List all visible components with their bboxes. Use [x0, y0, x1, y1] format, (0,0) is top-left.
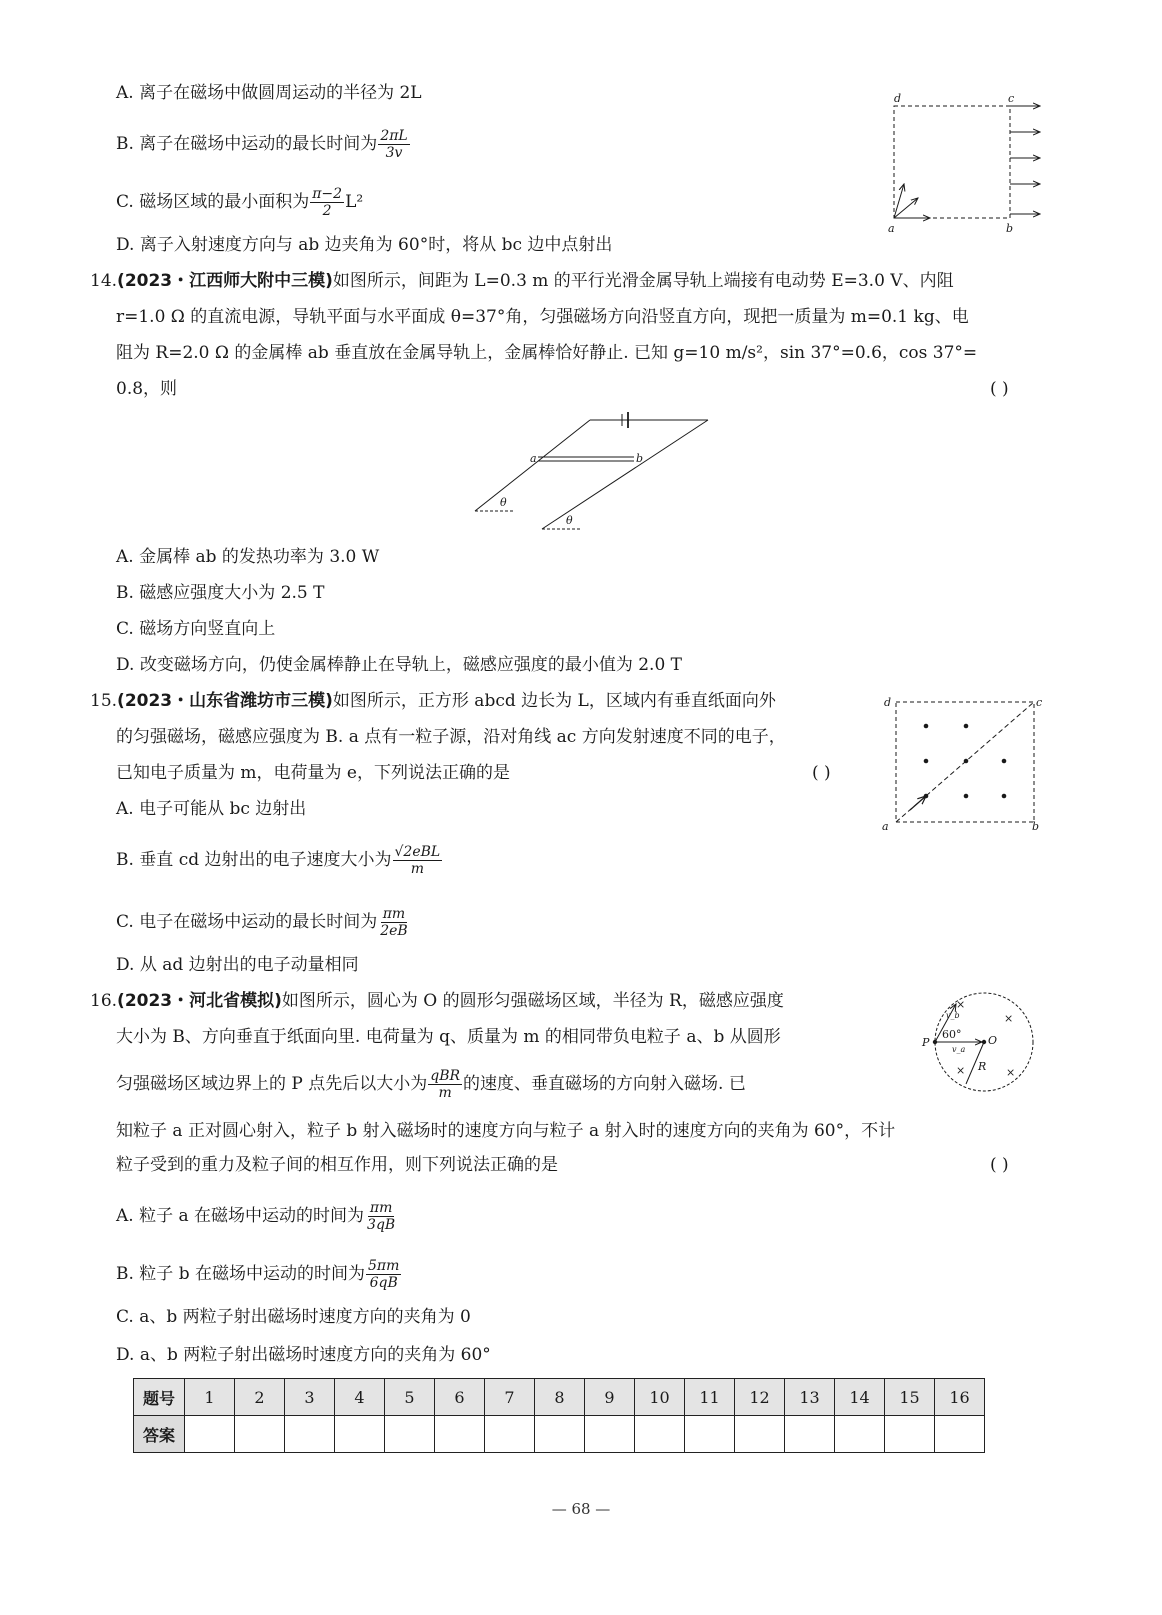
q14-label-theta-1: θ — [500, 496, 507, 509]
q14-answer-paren: ( ) — [990, 379, 1009, 399]
q13-option-b-text: B. 离子在磁场中运动的最长时间为 — [116, 134, 378, 154]
q15-number: 15. — [90, 691, 118, 711]
q16-stem-line3 — [116, 1068, 746, 1101]
q16-label-vb: v_b — [946, 1011, 960, 1020]
q15-option-d: D. 从 ad 边射出的电子动量相同 — [116, 955, 359, 975]
fraction-denominator: 3qB — [367, 1217, 396, 1233]
table-cell-number: 9 — [585, 1379, 635, 1416]
answer-table-answer-row — [134, 1416, 985, 1453]
answer-cell[interactable] — [835, 1416, 885, 1453]
q16-text-post: 的速度、垂直磁场的方向射入磁场. 已 — [463, 1074, 746, 1094]
q16-label-angle: 60° — [942, 1028, 962, 1041]
q16-answer-paren: ( ) — [990, 1155, 1009, 1175]
q16-source: (2023・河北省模拟) — [117, 991, 282, 1011]
q13-option-c-fraction — [310, 186, 344, 219]
q15-answer-paren: ( ) — [812, 763, 831, 783]
q13-option-b-fraction — [378, 128, 409, 161]
fraction-denominator: 3v — [385, 145, 403, 161]
q15-label-a: a — [882, 820, 889, 833]
q15-stem-line2: 的匀强磁场，磁感应强度为 B. a 点有一粒子源，沿对角线 ac 方向发射速度不同的电子， — [116, 727, 786, 747]
q16-option-c: C. a、b 两粒子射出磁场时速度方向的夹角为 0 — [116, 1307, 471, 1327]
svg-text:×: × — [1006, 1066, 1016, 1079]
fraction-numerator: qBR — [430, 1068, 461, 1084]
table-cell-number: 3 — [285, 1379, 335, 1416]
q13-label-a: a — [888, 222, 895, 235]
q16-stem-line1 — [90, 990, 784, 1012]
q14-source: (2023・江西师大附中三模) — [117, 271, 333, 291]
answer-cell[interactable] — [335, 1416, 385, 1453]
table-cell-number: 5 — [385, 1379, 435, 1416]
q15-option-c-text: C. 电子在磁场中运动的最长时间为 — [116, 912, 378, 932]
q15-label-b: b — [1032, 820, 1040, 833]
q15-option-c-fraction — [378, 906, 409, 939]
q16-text-pre: 匀强磁场区域边界上的 P 点先后以大小为 — [116, 1074, 428, 1094]
answer-cell[interactable] — [585, 1416, 635, 1453]
answer-cell[interactable] — [935, 1416, 985, 1453]
q16-label-R: R — [978, 1060, 987, 1073]
q15-label-c: c — [1036, 696, 1043, 709]
q16-label-va: v_a — [952, 1045, 966, 1054]
fraction-denominator: 2eB — [380, 923, 408, 939]
table-cell-number: 16 — [935, 1379, 985, 1416]
q14-stem-line4: 0.8，则 — [116, 379, 178, 399]
table-cell-number: 2 — [235, 1379, 285, 1416]
answer-cell[interactable] — [735, 1416, 785, 1453]
q15-text: 如图所示，正方形 abcd 边长为 L，区域内有垂直纸面向外 — [332, 691, 776, 711]
q15-option-a: A. 电子可能从 bc 边射出 — [116, 799, 307, 819]
fraction-denominator: m — [410, 861, 424, 877]
answer-cell[interactable] — [685, 1416, 735, 1453]
q15-label-d: d — [884, 696, 892, 709]
q16-option-b-fraction — [366, 1258, 401, 1291]
fraction-denominator: 2 — [322, 203, 332, 219]
q14-figure — [470, 412, 720, 532]
answer-cell[interactable] — [885, 1416, 935, 1453]
q13-label-c: c — [1008, 92, 1015, 105]
q16-figure — [916, 990, 1041, 1095]
q14-text: 如图所示，间距为 L=0.3 m 的平行光滑金属导轨上端接有电动势 E=3.0 V、内阻 — [332, 271, 954, 291]
svg-text:×: × — [956, 1064, 966, 1077]
q16-stem-line2: 大小为 B、方向垂直于纸面向里. 电荷量为 q、质量为 m 的相同带负电粒子 a、b 从圆形 — [116, 1027, 781, 1047]
table-cell-number: 7 — [485, 1379, 535, 1416]
table-cell-number: 12 — [735, 1379, 785, 1416]
q14-option-c: C. 磁场方向竖直向上 — [116, 619, 276, 639]
fraction-numerator: πm — [382, 906, 406, 922]
q14-stem-line2: r=1.0 Ω 的直流电源，导轨平面与水平面成 θ=37°角，匀强磁场方向沿竖直方向，现把一质量为 m=0.1 kg、电 — [116, 307, 969, 327]
q16-option-a — [116, 1200, 398, 1233]
q15-option-b — [116, 844, 443, 877]
fraction-numerator: √2eBL — [394, 844, 441, 860]
table-cell-number: 4 — [335, 1379, 385, 1416]
fraction-numerator: 2πL — [380, 128, 408, 144]
q14-option-a: A. 金属棒 ab 的发热功率为 3.0 W — [116, 547, 380, 567]
table-cell-number: 13 — [785, 1379, 835, 1416]
q14-stem-line3: 阻为 R=2.0 Ω 的金属棒 ab 垂直放在金属导轨上，金属棒恰好静止. 已知 g=10 m/s²，sin 37°=0.6，cos 37°= — [116, 343, 978, 363]
page-number: — 68 — — [551, 1500, 611, 1518]
table-cell-number: 11 — [685, 1379, 735, 1416]
table-cell-number: 1 — [185, 1379, 235, 1416]
q14-option-b: B. 磁感应强度大小为 2.5 T — [116, 583, 325, 603]
answer-table — [133, 1378, 985, 1453]
answer-cell[interactable] — [535, 1416, 585, 1453]
q16-number: 16. — [90, 991, 118, 1011]
q15-option-b-text: B. 垂直 cd 边射出的电子速度大小为 — [116, 850, 392, 870]
fraction-numerator: π−2 — [312, 186, 343, 202]
answer-cell[interactable] — [185, 1416, 235, 1453]
table-header-number: 题号 — [134, 1379, 185, 1416]
fraction-denominator: 6qB — [369, 1275, 398, 1291]
q16-stem-line4: 知粒子 a 正对圆心射入，粒子 b 射入磁场时的速度方向与粒子 a 射入时的速度方向的夹角为 60°，不计 — [116, 1121, 896, 1141]
answer-cell[interactable] — [435, 1416, 485, 1453]
table-header-answer: 答案 — [134, 1416, 185, 1453]
fraction-denominator: m — [438, 1085, 452, 1101]
table-cell-number: 8 — [535, 1379, 585, 1416]
q15-stem-line3: 已知电子质量为 m，电荷量为 e，下列说法正确的是 — [116, 763, 510, 783]
q13-option-b — [116, 128, 411, 161]
q14-stem-line1 — [90, 270, 954, 292]
q14-label-b: b — [636, 452, 644, 465]
table-cell-number: 15 — [885, 1379, 935, 1416]
q16-label-P: P — [922, 1036, 930, 1049]
q16-option-b-text: B. 粒子 b 在磁场中运动的时间为 — [116, 1264, 365, 1284]
q14-label-theta-2: θ — [566, 514, 573, 527]
q15-source: (2023・山东省潍坊市三模) — [117, 691, 333, 711]
answer-cell[interactable] — [235, 1416, 285, 1453]
answer-cell[interactable] — [285, 1416, 335, 1453]
table-cell-number: 14 — [835, 1379, 885, 1416]
q16-option-a-text: A. 粒子 a 在磁场中运动的时间为 — [116, 1206, 365, 1226]
q16-option-a-fraction — [365, 1200, 397, 1233]
q15-option-c — [116, 906, 411, 939]
q13-label-b: b — [1006, 222, 1014, 235]
table-cell-number: 6 — [435, 1379, 485, 1416]
answer-cell[interactable] — [485, 1416, 535, 1453]
q16-label-O: O — [988, 1034, 998, 1047]
fraction-numerator: 5πm — [368, 1258, 400, 1274]
q16-option-d: D. a、b 两粒子射出磁场时速度方向的夹角为 60° — [116, 1345, 491, 1365]
q13-figure — [880, 88, 1050, 238]
q14-number: 14. — [90, 271, 118, 291]
q15-stem-line1 — [90, 690, 776, 712]
q13-option-a: A. 离子在磁场中做圆周运动的半径为 2L — [116, 83, 422, 103]
answer-table-number-row — [134, 1379, 985, 1416]
q13-option-c-text: C. 磁场区域的最小面积为 — [116, 192, 310, 212]
fraction-numerator: πm — [369, 1200, 393, 1216]
q14-option-d: D. 改变磁场方向，仍使金属棒静止在导轨上，磁感应强度的最小值为 2.0 T — [116, 655, 683, 675]
q13-option-d: D. 离子入射速度方向与 ab 边夹角为 60°时，将从 bc 边中点射出 — [116, 235, 613, 255]
q13-option-c-suffix: L² — [345, 192, 364, 212]
answer-cell[interactable] — [385, 1416, 435, 1453]
svg-text:×: × — [1004, 1012, 1014, 1025]
svg-text:×: × — [956, 998, 966, 1011]
q16-speed-fraction — [428, 1068, 462, 1101]
q16-option-b — [116, 1258, 402, 1291]
answer-cell[interactable] — [785, 1416, 835, 1453]
q13-label-d: d — [894, 92, 902, 105]
q14-label-a: a — [530, 452, 537, 465]
answer-cell[interactable] — [635, 1416, 685, 1453]
q16-stem-line5: 粒子受到的重力及粒子间的相互作用，则下列说法正确的是 — [116, 1155, 558, 1175]
table-cell-number: 10 — [635, 1379, 685, 1416]
q16-text: 如图所示，圆心为 O 的圆形匀强磁场区域，半径为 R，磁感应强度 — [281, 991, 784, 1011]
q15-figure — [880, 690, 1050, 835]
q15-option-b-fraction — [393, 844, 443, 877]
q13-option-c — [116, 186, 363, 219]
